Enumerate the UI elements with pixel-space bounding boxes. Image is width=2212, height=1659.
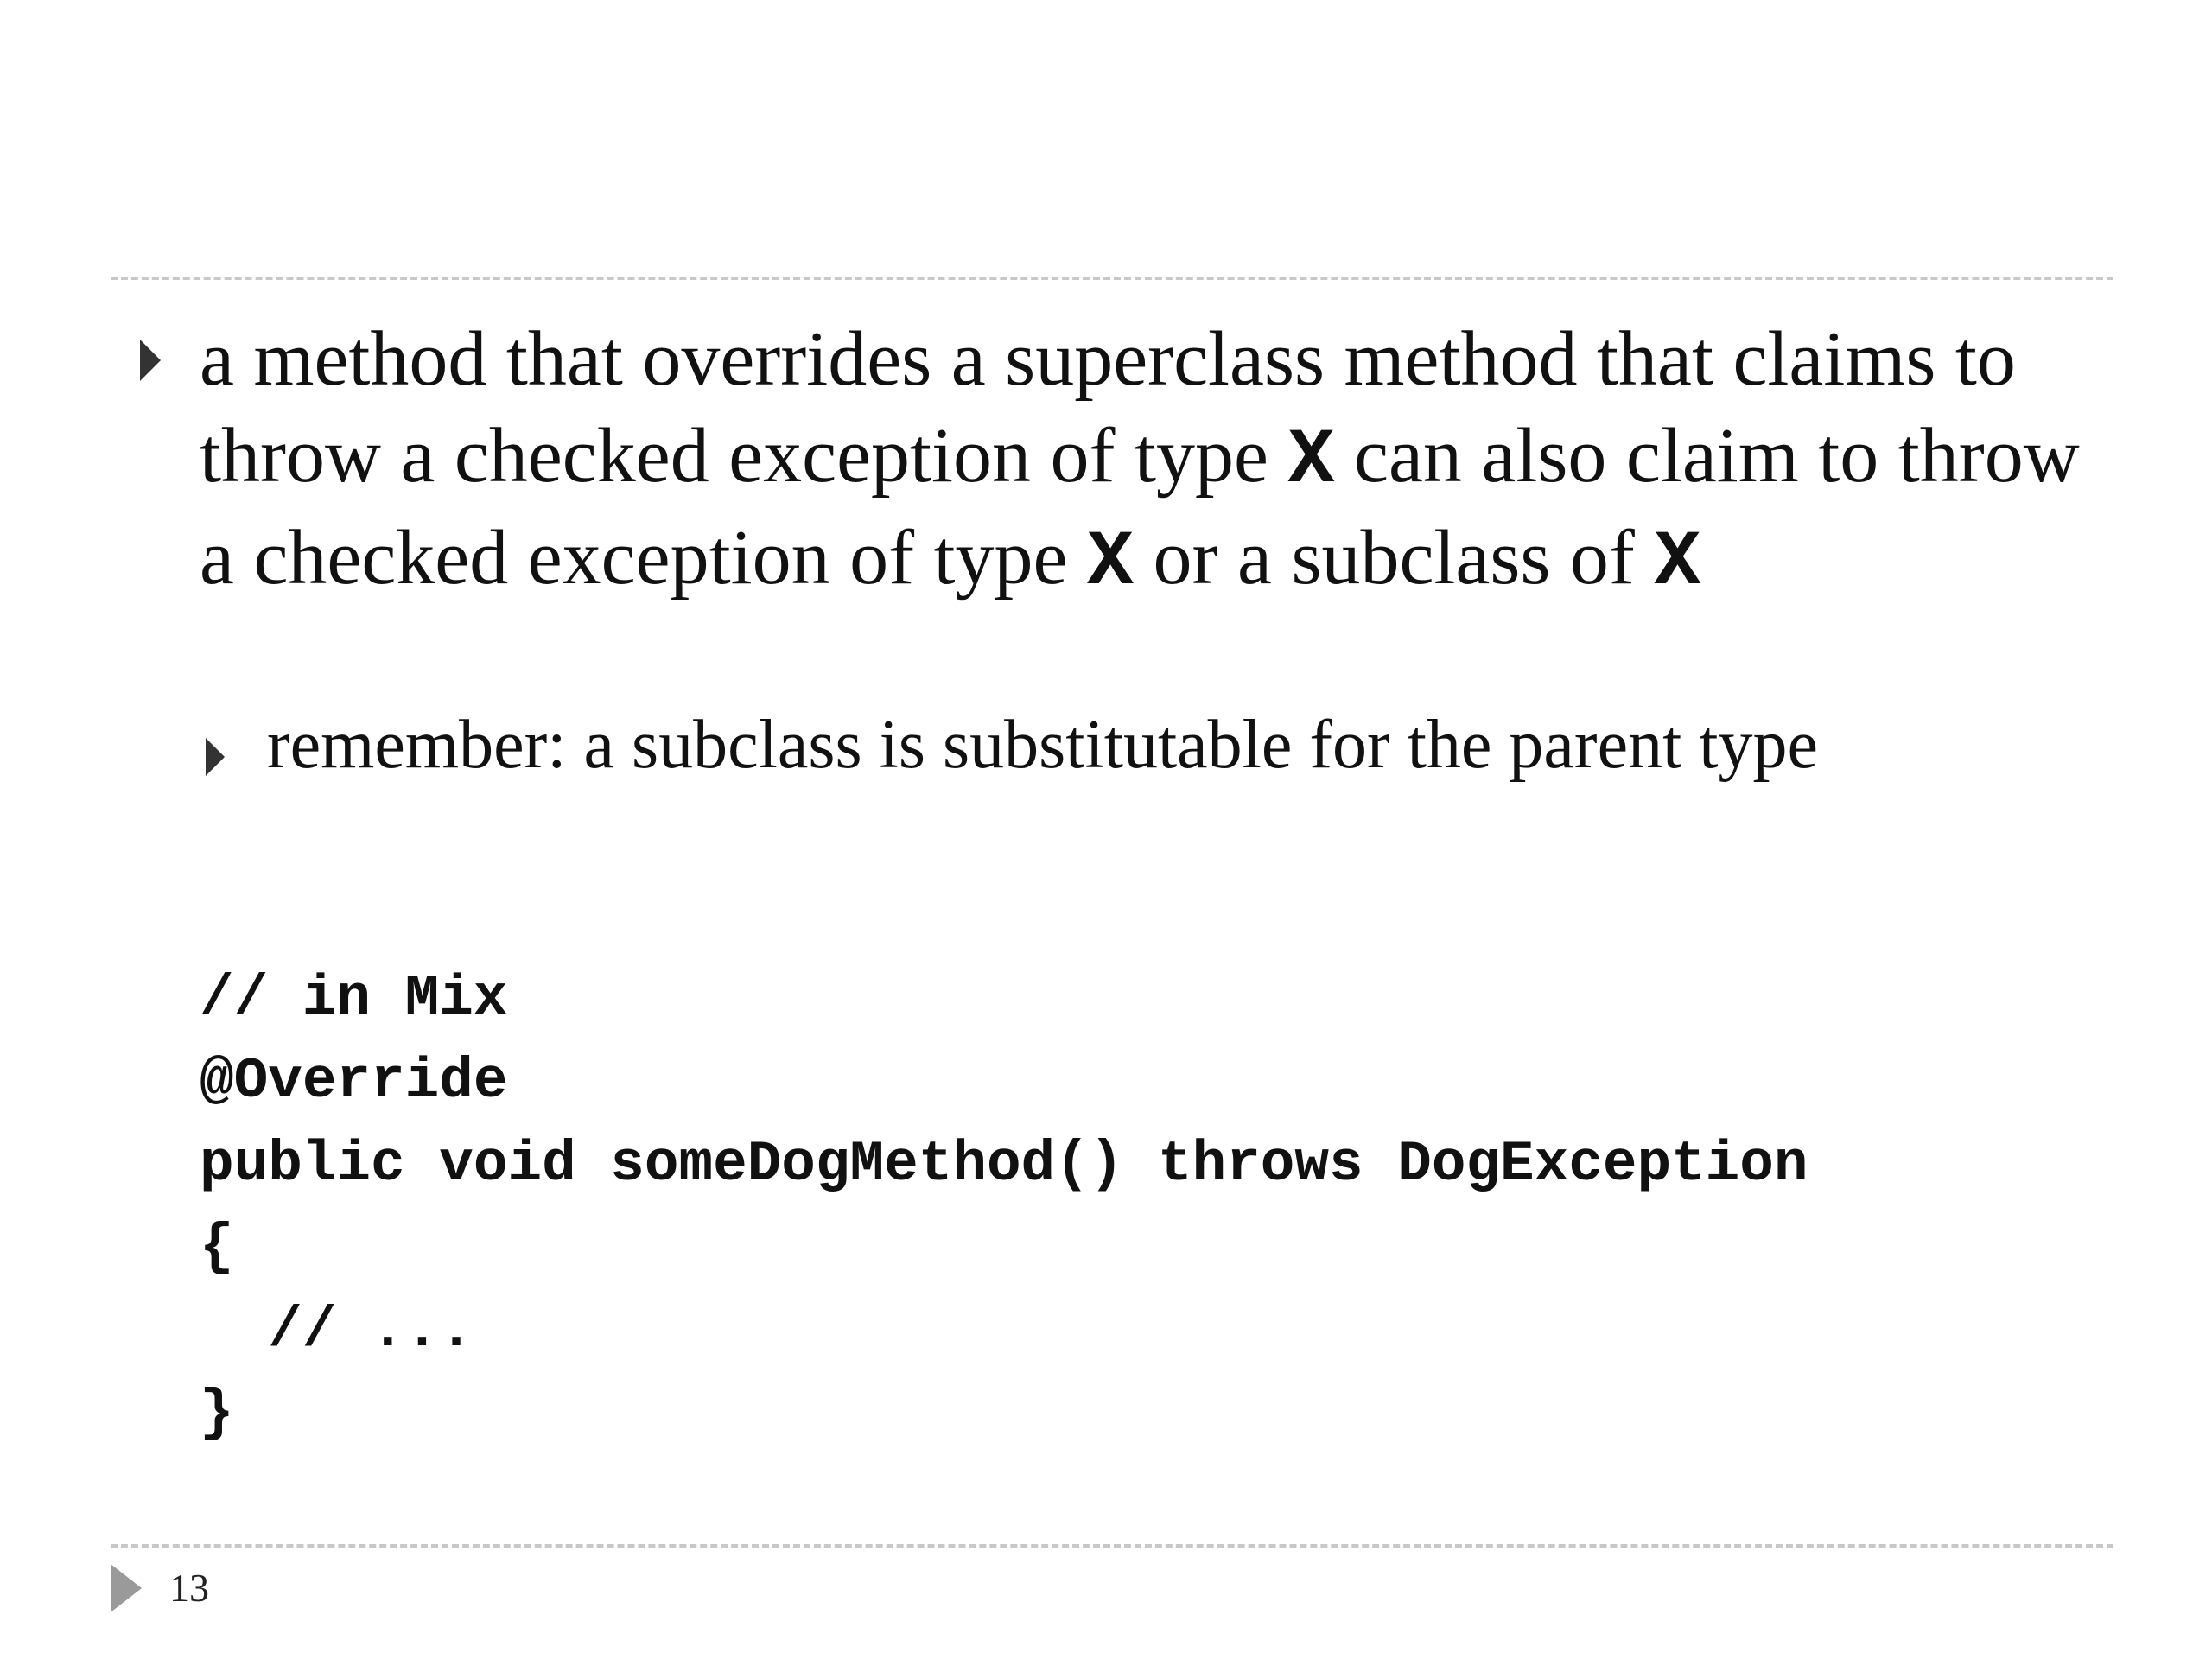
code-line: // in Mix	[200, 966, 508, 1031]
bullet-level-2: remember: a subclass is substitutable for the parent type	[267, 707, 1819, 783]
code-line: {	[200, 1215, 234, 1280]
code-block	[200, 957, 1808, 1455]
code-line: // ...	[200, 1298, 474, 1363]
code-line: }	[200, 1381, 234, 1446]
bottom-divider	[111, 1544, 2113, 1548]
code-line: @Override	[200, 1049, 508, 1114]
bullet-text-part: a method that overrides a superclass method that claims to throw a checked exception of type	[200, 316, 2016, 499]
footer-arrow-icon	[111, 1564, 142, 1612]
type-x-code: X	[1287, 417, 1335, 505]
sub-bullet-arrow-icon	[206, 738, 225, 776]
bullet-text-part: can also claim to throw a checked exception of type	[200, 413, 2080, 601]
code-line: public void someDogMethod() throws DogException	[200, 1132, 1808, 1197]
top-divider	[111, 276, 2113, 280]
type-x-code: X	[1654, 519, 1701, 607]
bullet-level-1	[200, 311, 2118, 612]
bullet-text-part: or a subclass of	[1134, 515, 1655, 601]
type-x-code: X	[1087, 519, 1135, 607]
bullet-arrow-icon	[140, 340, 161, 381]
page-number: 13	[169, 1566, 209, 1610]
